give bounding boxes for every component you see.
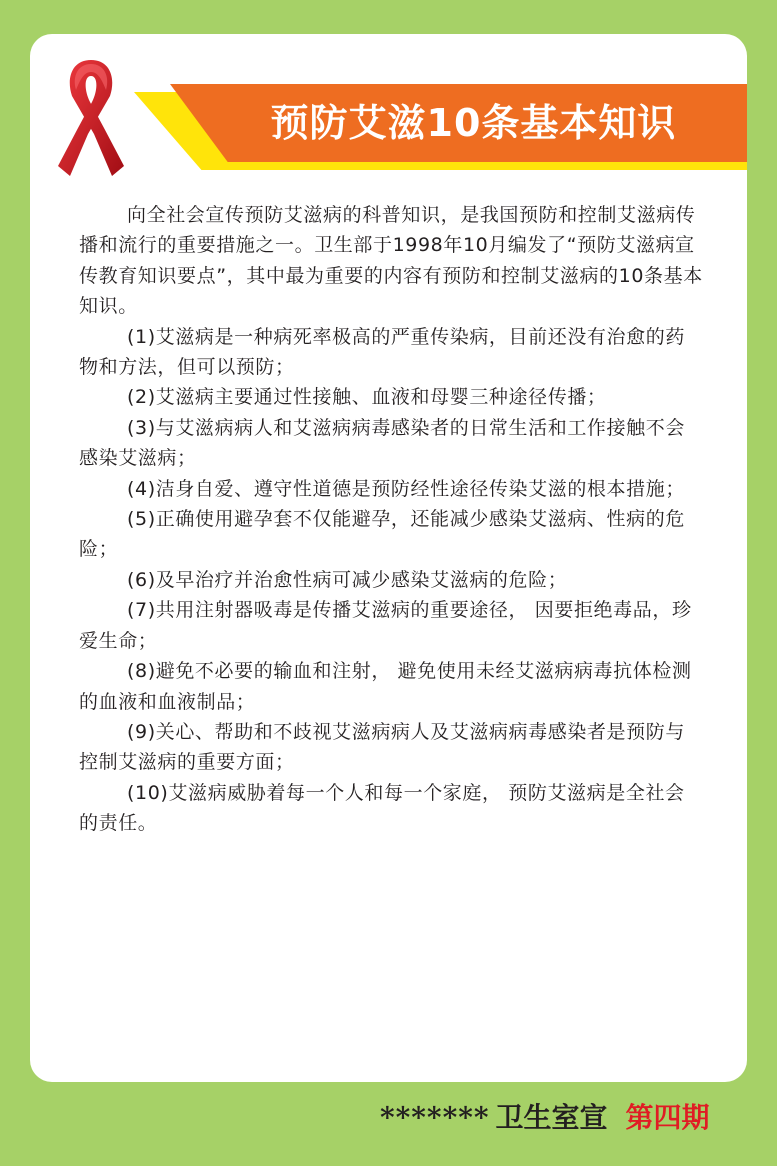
knowledge-item-5: (5)正确使用避孕套不仅能避孕，还能减少感染艾滋病、性病的危险； [79, 508, 685, 561]
knowledge-item-9: (9)关心、帮助和不歧视艾滋病病人及艾滋病病毒感染者是预防与控制艾滋病的重要方面； [79, 720, 685, 774]
footer-signature [380, 1096, 740, 1136]
footer-office: 卫生室宣 [495, 1101, 608, 1134]
knowledge-item-4: (4)洁身自爱、遵守性道德是预防经性途径传染艾滋的根本措施； [127, 477, 685, 500]
footer-stars: ******* [380, 1101, 490, 1134]
body-text [79, 200, 703, 839]
knowledge-item-2: (2)艾滋病主要通过性接触、血液和母婴三种途径传播； [127, 386, 607, 409]
knowledge-item-3: (3)与艾滋病病人和艾滋病病毒感染者的日常生活和工作接触不会感染艾滋病； [79, 416, 685, 470]
footer-issue: 第四期 [625, 1101, 710, 1134]
knowledge-item-7: (7)共用注射器吸毒是传播艾滋病的重要途径， 因要拒绝毒品，珍爱生命； [79, 599, 692, 652]
knowledge-item-1: (1)艾滋病是一种病死率极高的严重传染病，目前还没有治愈的药物和方法，但可以预防； [79, 325, 685, 379]
knowledge-item-6: (6)及早治疗并治愈性病可减少感染艾滋病的危险； [127, 568, 568, 591]
knowledge-item-8: (8)避免不必要的输血和注射， 避免使用未经艾滋病病毒抗体检测的血液和血液制品； [79, 660, 692, 713]
red-ribbon-icon [54, 56, 128, 184]
knowledge-item-10: (10)艾滋病威胁着每一个人和每一个家庭， 预防艾滋病是全社会的责任。 [79, 781, 685, 835]
page-title: 预防艾滋10条基本知识 [270, 101, 677, 145]
intro-paragraph: 向全社会宣传预防艾滋病的科普知识，是我国预防和控制艾滋病传播和流行的重要措施之一。卫生部于1998年10月编发了“预防艾滋病宣传教育知识要点”，其中最为重要的内容有预防和控制艾滋病的10条基本知识。 [79, 204, 703, 318]
